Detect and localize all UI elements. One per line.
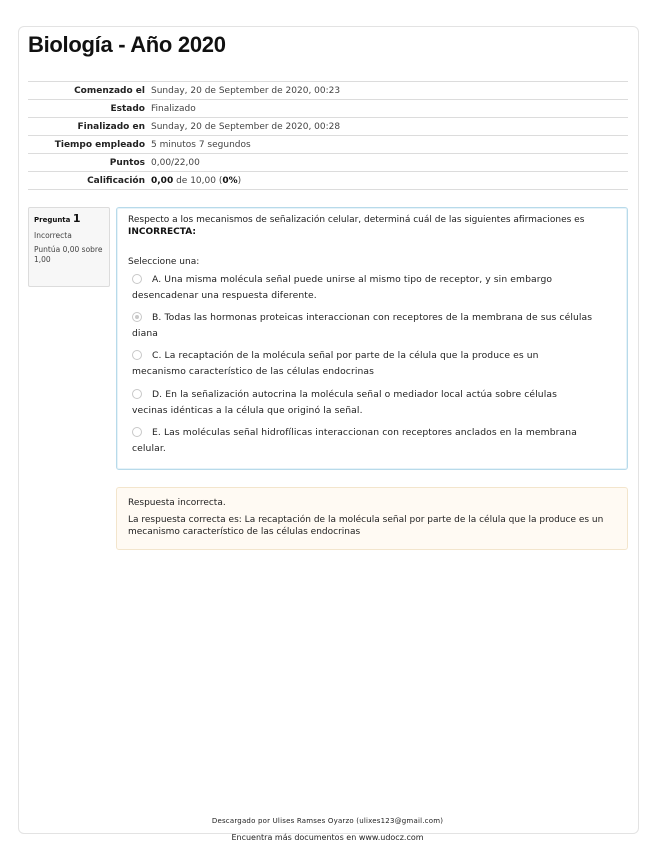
feedback-correct-answer: La respuesta correcta es: La recaptación de la molécula señal por parte de la célula que la produce es un mecanismo característico de las células endocrinas (128, 515, 604, 537)
summary-label: Finalizado en (28, 118, 151, 136)
answer-option-e[interactable] (132, 425, 594, 457)
summary-value: 5 minutos 7 segundos (151, 136, 628, 154)
summary-row-finished (28, 118, 628, 136)
summary-value: 0,00/22,00 (151, 154, 628, 172)
question-text-main: Respecto a los mecanismos de señalización celular, determiná cuál de las siguientes afirmaciones es (128, 215, 585, 225)
question-text (128, 214, 588, 238)
attempt-summary-table (28, 81, 628, 190)
radio-button[interactable] (132, 389, 142, 399)
grade-of-text: de 10,00 ( (176, 175, 223, 186)
summary-label: Comenzado el (28, 82, 151, 100)
answer-option-c[interactable] (132, 348, 594, 380)
grade-percent: 0% (222, 175, 238, 186)
summary-label: Estado (28, 100, 151, 118)
summary-label: Calificación (28, 172, 151, 190)
summary-value-grade (151, 172, 628, 190)
radio-button[interactable] (132, 274, 142, 284)
grade-close: ) (237, 175, 242, 186)
summary-label: Puntos (28, 154, 151, 172)
answer-option-a[interactable] (132, 272, 594, 304)
summary-row-grade (28, 172, 628, 190)
question-number (34, 212, 104, 227)
answer-option-label: A. Una misma molécula señal puede unirse al mismo tipo de receptor, y sin embargo desencadenar una respuesta diferente. (132, 274, 553, 301)
page-title: Biología - Año 2020 (28, 32, 226, 57)
radio-button[interactable] (132, 427, 142, 437)
question-number-value: 1 (72, 212, 81, 225)
summary-label: Tiempo empleado (28, 136, 151, 154)
answer-option-d[interactable] (132, 387, 594, 419)
radio-button-selected[interactable] (132, 312, 142, 322)
summary-row-started (28, 82, 628, 100)
summary-row-points (28, 154, 628, 172)
feedback-result: Respuesta incorrecta. (128, 498, 226, 508)
summary-value: Sunday, 20 de September de 2020, 00:28 (151, 118, 628, 136)
summary-value: Sunday, 20 de September de 2020, 00:23 (151, 82, 628, 100)
answer-option-label: E. Las moléculas señal hidrofílicas interaccionan con receptores anclados en la membrana celular. (132, 427, 577, 454)
feedback-box (116, 487, 628, 550)
question-status: Incorrecta (34, 230, 72, 240)
answer-option-b[interactable] (132, 310, 594, 342)
summary-row-state (28, 100, 628, 118)
summary-value: Finalizado (151, 100, 628, 118)
footer-downloaded-by: Descargado por Ulises Ramses Oyarzo (ulixes123@gmail.com) (211, 817, 444, 825)
answer-option-label: B. Todas las hormonas proteicas interaccionan con receptores de la membrana de sus células diana (132, 312, 593, 339)
answer-option-label: D. En la señalización autocrina la molécula señal o mediador local actúa sobre células vecinas idénticas a la célula que originó la señal. (132, 389, 557, 416)
summary-row-time (28, 136, 628, 154)
question-text-bold: INCORRECTA: (128, 227, 196, 237)
question-info-box (28, 207, 110, 287)
question-label: Pregunta (34, 216, 71, 224)
question-score: Puntúa 0,00 sobre 1,00 (34, 244, 103, 265)
grade-value: 0,00 (151, 175, 174, 186)
radio-button[interactable] (132, 350, 142, 360)
footer-more-documents: Encuentra más documentos en www.udocz.com (231, 833, 424, 842)
answer-prompt: Seleccione una: (128, 257, 200, 267)
answer-option-label: C. La recaptación de la molécula señal por parte de la célula que la produce es un mecanismo característico de las células endocrinas (132, 350, 539, 377)
